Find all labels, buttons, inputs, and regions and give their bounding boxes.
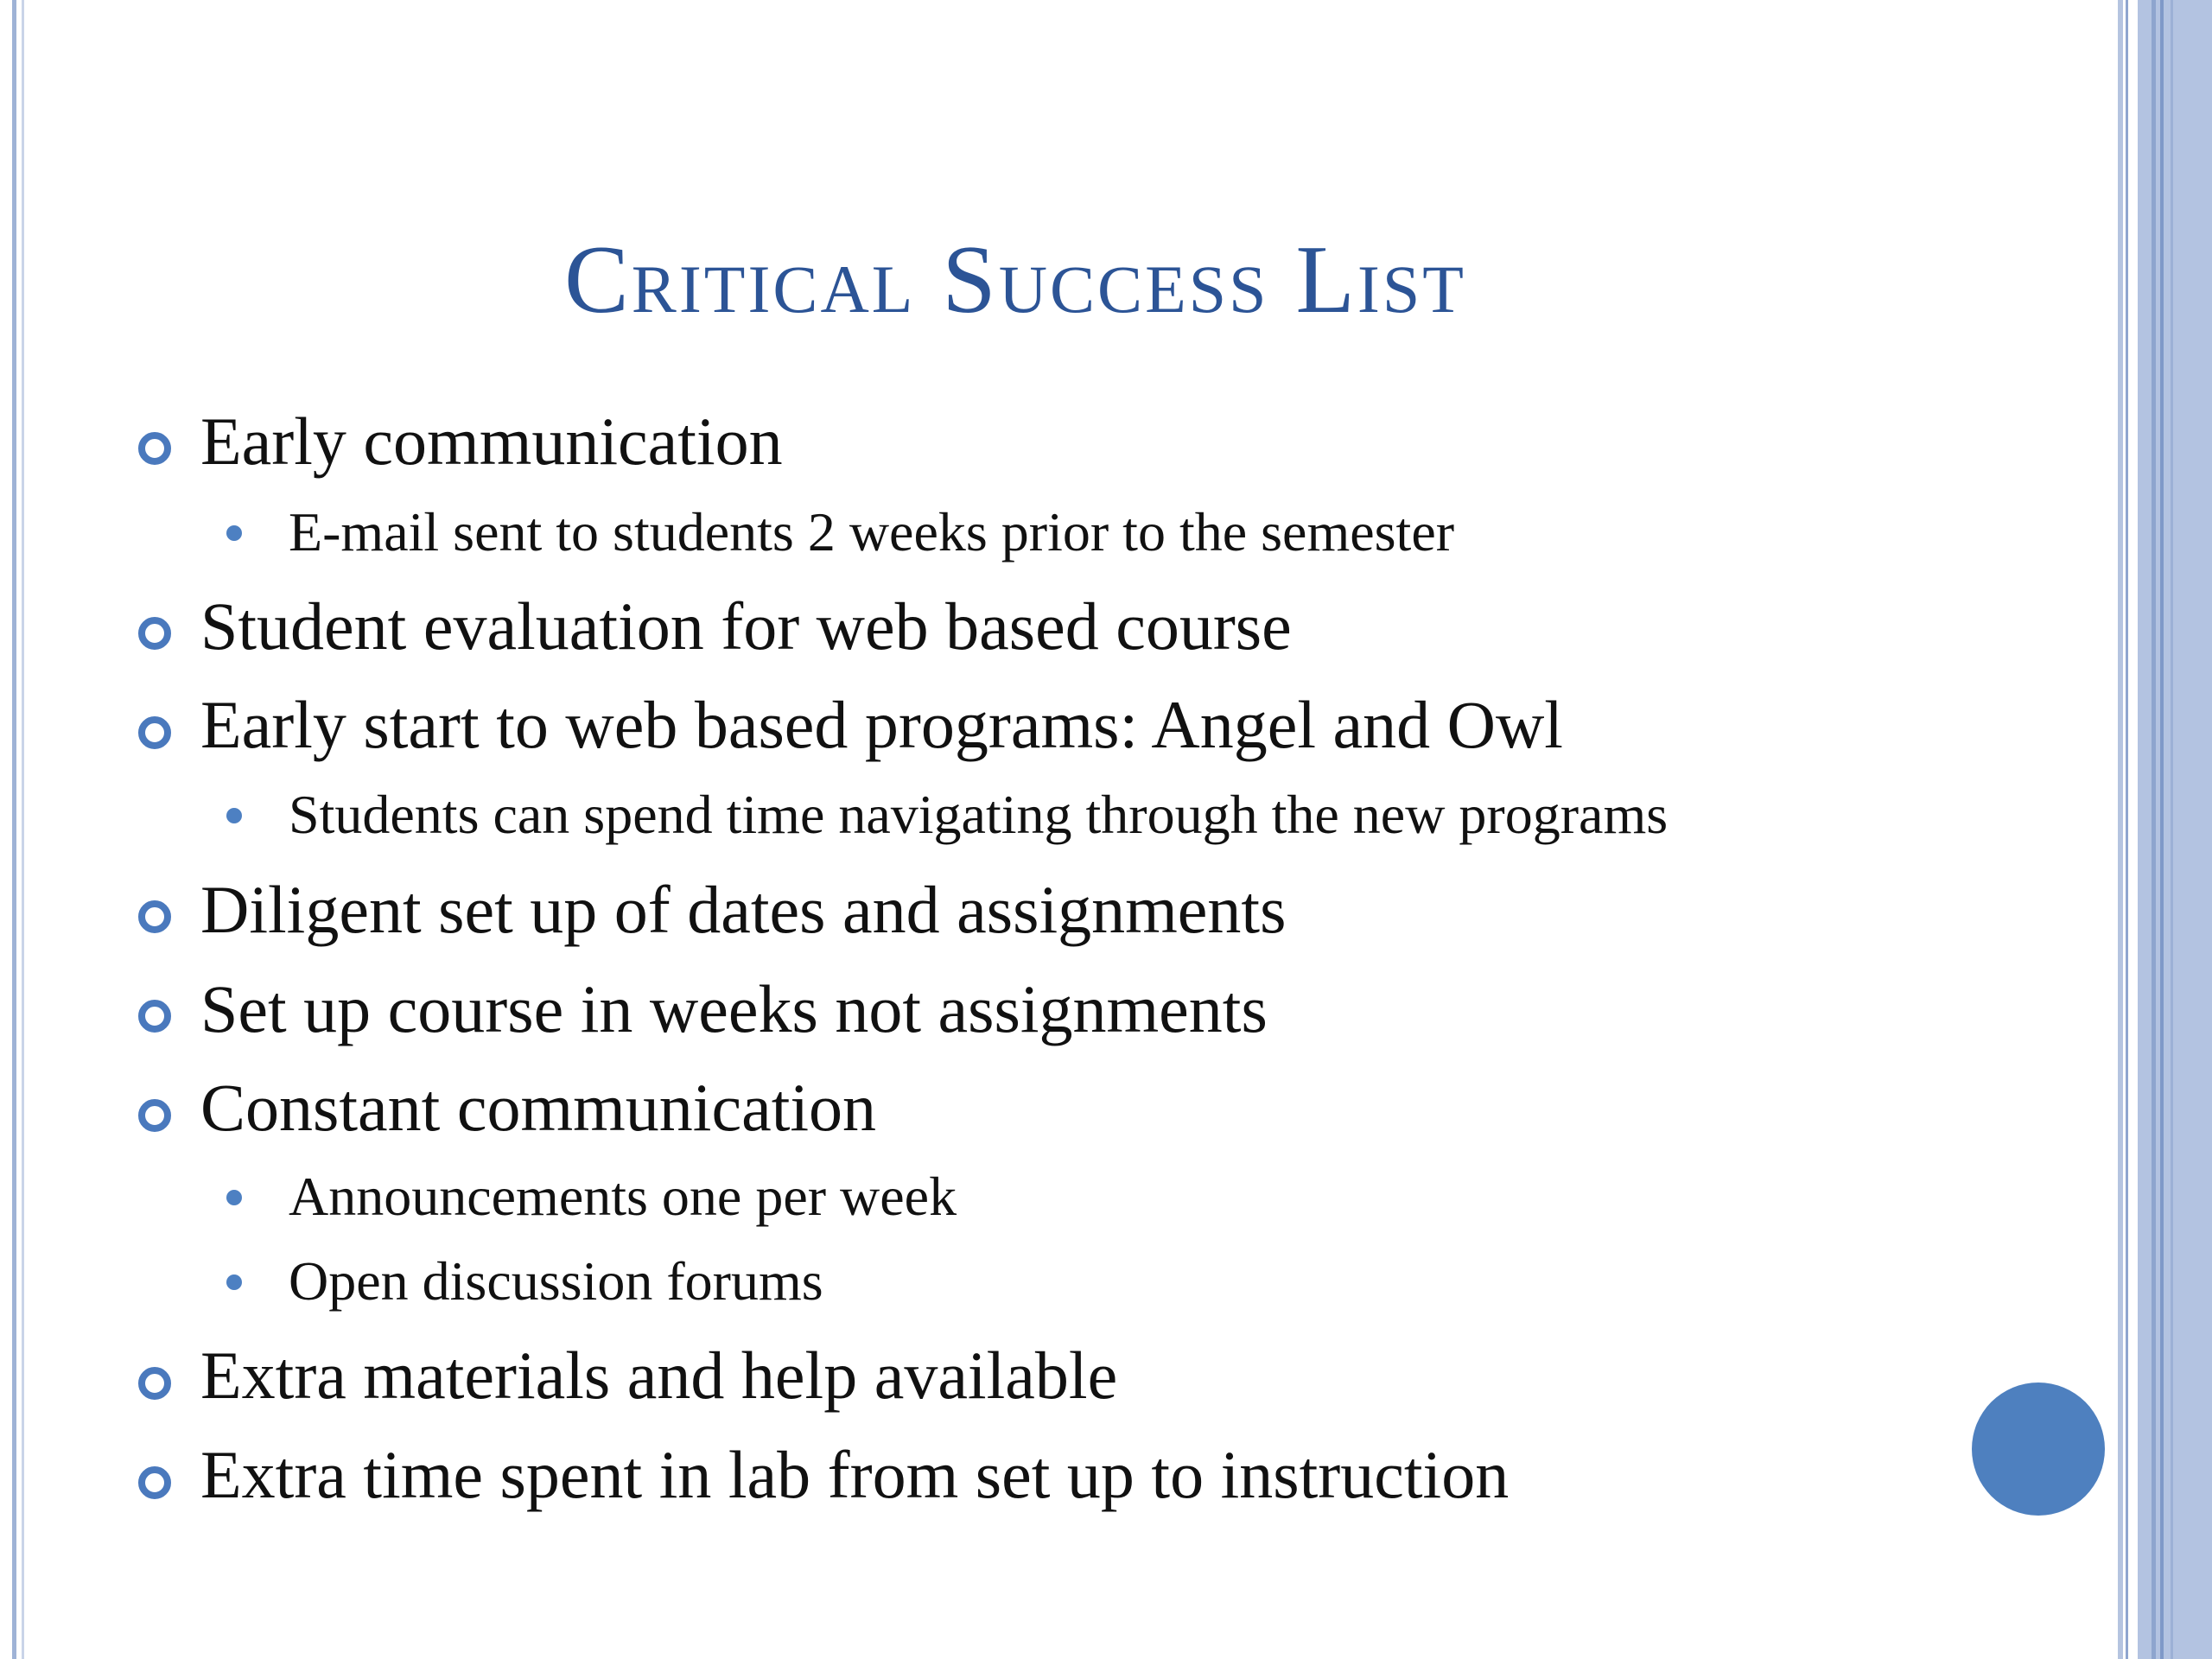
filled-dot-bullet-icon: [226, 1190, 242, 1205]
right-border-band: [2138, 0, 2212, 1659]
blue-circle-decoration: [1972, 1382, 2105, 1516]
bullet-item: Extra time spent in lab from set up to instruction: [200, 1437, 1510, 1512]
slide-title: Critical Success List: [564, 226, 1466, 334]
hollow-circle-bullet-icon: [138, 432, 171, 465]
hollow-circle-bullet-icon: [138, 1099, 171, 1132]
hollow-circle-bullet-icon: [138, 617, 171, 650]
sub-bullet-item: Open discussion forums: [289, 1250, 823, 1312]
bullet-item: Early start to web based programs: Angel and Owl: [200, 687, 1563, 762]
right-border-line-outer: [2118, 0, 2123, 1659]
bullet-item: Diligent set up of dates and assignments: [200, 872, 1287, 947]
hollow-circle-bullet-icon: [138, 1466, 171, 1499]
filled-dot-bullet-icon: [226, 525, 242, 541]
sub-bullet-item: Announcements one per week: [289, 1166, 957, 1227]
bullet-item: Extra materials and help available: [200, 1338, 1118, 1413]
bullet-item: Student evaluation for web based course: [200, 588, 1292, 664]
bullet-item: Early communication: [200, 404, 783, 479]
right-band-stripe: [2160, 0, 2164, 1659]
bullet-item: Set up course in weeks not assignments: [200, 971, 1268, 1046]
hollow-circle-bullet-icon: [138, 1367, 171, 1400]
right-band-stripe: [2171, 0, 2173, 1659]
right-band-stripe: [2152, 0, 2156, 1659]
bullet-item: Constant communication: [200, 1070, 877, 1145]
filled-dot-bullet-icon: [226, 1274, 242, 1290]
hollow-circle-bullet-icon: [138, 900, 171, 933]
right-border-line-inner: [2126, 0, 2128, 1659]
sub-bullet-item: E-mail sent to students 2 weeks prior to the semester: [289, 501, 1455, 563]
filled-dot-bullet-icon: [226, 808, 242, 823]
hollow-circle-bullet-icon: [138, 716, 171, 749]
sub-bullet-item: Students can spend time navigating through the new programs: [289, 784, 1669, 845]
hollow-circle-bullet-icon: [138, 1000, 171, 1033]
